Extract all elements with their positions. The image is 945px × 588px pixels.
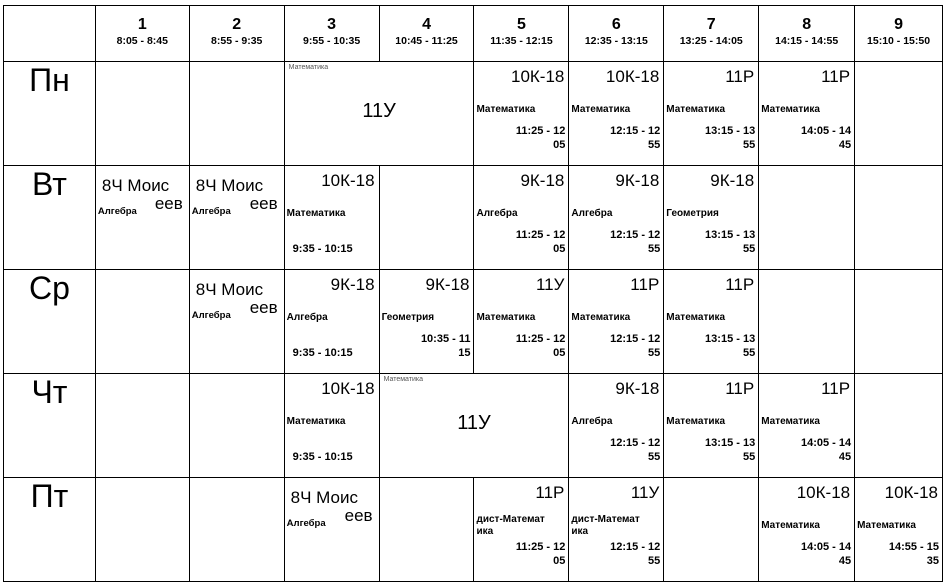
lesson-subject: Алгебра <box>191 310 231 321</box>
period-header-7 <box>664 6 759 62</box>
lesson-cell[interactable] <box>759 374 855 478</box>
lesson-time: 13:15 - 13 55 <box>705 333 756 359</box>
empty-cell <box>664 478 759 582</box>
lesson-class: 11Р <box>725 67 755 86</box>
lesson-class: 9К-18 <box>520 171 565 190</box>
day-row-tuesday <box>4 166 943 270</box>
period-header-3 <box>284 6 379 62</box>
day-label: Вт <box>4 166 96 270</box>
period-header-1 <box>95 6 189 62</box>
lesson-time: 11:25 - 12 05 <box>515 333 566 359</box>
empty-cell <box>855 166 943 270</box>
lesson-cell[interactable] <box>569 374 664 478</box>
lesson-cell-merged[interactable] <box>379 374 569 478</box>
lesson-class: 9К-18 <box>425 275 470 294</box>
lesson-class-suffix: еев <box>249 298 278 317</box>
period-time: 12:35 - 13:15 <box>584 35 648 47</box>
lesson-time: 12:15 - 12 55 <box>610 437 661 463</box>
lesson-class: 11Р <box>725 275 755 294</box>
lesson-cell[interactable] <box>569 166 664 270</box>
header-row <box>4 6 943 62</box>
lesson-class: 9К-18 <box>710 171 755 190</box>
lesson-class: 10К-18 <box>884 483 938 502</box>
day-label: Ср <box>4 270 96 374</box>
lesson-time: 13:15 - 13 55 <box>705 229 756 255</box>
period-number: 5 <box>516 16 526 33</box>
empty-cell <box>189 62 284 166</box>
period-header-9 <box>855 6 943 62</box>
lesson-subject: Математика <box>761 416 820 427</box>
lesson-time: 14:05 - 14 45 <box>800 125 852 151</box>
period-header-2 <box>189 6 284 62</box>
period-time: 15:10 - 15:50 <box>867 35 931 47</box>
lesson-subject: Математика <box>666 312 726 323</box>
lesson-class: 8Ч Моис <box>290 488 358 507</box>
lesson-class: 9К-18 <box>615 379 660 398</box>
lesson-cell[interactable] <box>855 478 943 582</box>
lesson-cell[interactable] <box>569 270 664 374</box>
lesson-class: 11У <box>535 275 565 294</box>
period-number: 3 <box>327 16 337 33</box>
lesson-subject: дист-Математ ика <box>476 514 545 537</box>
lesson-subject: Алгебра <box>476 208 518 219</box>
lesson-class: 8Ч Моис <box>195 176 264 195</box>
empty-cell <box>759 166 855 270</box>
timetable <box>3 5 943 582</box>
lesson-subject: Математика <box>571 312 631 323</box>
lesson-class: 8Ч Моис <box>101 176 170 195</box>
period-time: 11:35 - 12:15 <box>490 35 553 47</box>
lesson-time: 14:55 - 15 35 <box>888 541 939 567</box>
empty-cell <box>95 270 189 374</box>
lesson-cell[interactable] <box>284 166 379 270</box>
empty-cell <box>95 62 189 166</box>
lesson-subject: Математика <box>761 104 820 115</box>
lesson-subject: Геометрия <box>381 312 435 323</box>
lesson-subject: Алгебра <box>286 312 328 323</box>
lesson-subject: Геометрия <box>666 208 719 219</box>
lesson-time: 12:15 - 12 55 <box>610 125 661 151</box>
lesson-class: 11Р <box>725 379 755 398</box>
lesson-class: 8Ч Моис <box>195 280 264 299</box>
lesson-cell[interactable] <box>189 270 284 374</box>
period-header-5 <box>474 6 569 62</box>
lesson-class: 10К-18 <box>511 67 565 86</box>
lesson-subject: Математика <box>666 104 726 115</box>
lesson-cell[interactable] <box>759 478 855 582</box>
lesson-subject: Алгебра <box>571 416 613 427</box>
lesson-cell[interactable] <box>664 270 759 374</box>
lesson-cell[interactable] <box>379 270 474 374</box>
lesson-subject: Алгебра <box>286 518 326 529</box>
lesson-cell[interactable] <box>759 62 855 166</box>
lesson-class: 10К-18 <box>796 483 851 502</box>
lesson-subject: Математика <box>666 416 726 427</box>
lesson-cell[interactable] <box>664 62 759 166</box>
period-time: 8:55 - 9:35 <box>211 35 263 47</box>
lesson-subject: Математика <box>571 104 631 115</box>
lesson-class-suffix: еев <box>344 506 373 525</box>
lesson-cell[interactable] <box>474 166 569 270</box>
period-header-8 <box>759 6 855 62</box>
lesson-class: 11Р <box>821 67 851 86</box>
lesson-class-suffix: еев <box>249 194 278 213</box>
lesson-subject: Алгебра <box>191 206 231 217</box>
day-label: Пн <box>4 62 96 166</box>
lesson-cell[interactable] <box>664 166 759 270</box>
lesson-subject: Математика <box>288 64 329 71</box>
empty-cell <box>759 270 855 374</box>
empty-cell <box>855 270 943 374</box>
day-label: Пт <box>4 478 96 582</box>
lesson-cell[interactable] <box>189 166 284 270</box>
lesson-cell[interactable] <box>569 478 664 582</box>
period-header-6 <box>569 6 664 62</box>
lesson-class: 11Р <box>821 379 851 398</box>
lesson-subject: Математика <box>476 312 536 323</box>
period-number: 9 <box>894 16 903 33</box>
period-time: 10:45 - 11:25 <box>395 35 458 47</box>
lesson-time: 11:25 - 12 05 <box>515 541 566 567</box>
lesson-time: 9:35 - 10:15 <box>292 451 353 463</box>
corner-cell <box>4 6 96 62</box>
lesson-time: 12:15 - 12 55 <box>610 541 661 567</box>
lesson-subject: Алгебра <box>571 208 613 219</box>
empty-cell <box>95 478 189 582</box>
day-row-monday <box>4 62 943 166</box>
lesson-class: 11Р <box>630 275 660 294</box>
lesson-time: 12:15 - 12 55 <box>610 333 661 359</box>
lesson-subject: Математика <box>857 520 916 531</box>
lesson-subject: Математика <box>286 416 346 427</box>
lesson-class: 9К-18 <box>330 275 375 294</box>
lesson-class: 11У <box>630 483 660 502</box>
empty-cell <box>379 166 474 270</box>
lesson-cell[interactable] <box>664 374 759 478</box>
lesson-time: 9:35 - 10:15 <box>292 243 353 255</box>
period-number: 7 <box>706 16 716 33</box>
lesson-time: 10:35 - 11 15 <box>420 333 471 359</box>
day-row-wednesday <box>4 270 943 374</box>
lesson-class: 11У <box>457 412 491 434</box>
lesson-cell-merged[interactable] <box>284 62 474 166</box>
lesson-class: 10К-18 <box>321 171 375 190</box>
lesson-cell[interactable] <box>474 478 569 582</box>
lesson-class: 11У <box>362 100 396 122</box>
lesson-class: 9К-18 <box>615 171 660 190</box>
lesson-cell[interactable] <box>474 62 569 166</box>
day-row-friday <box>4 478 943 582</box>
lesson-cell[interactable] <box>474 270 569 374</box>
lesson-class: 10К-18 <box>605 67 660 86</box>
lesson-class-suffix: еев <box>154 194 183 213</box>
lesson-subject: Алгебра <box>97 206 137 217</box>
lesson-cell[interactable] <box>284 374 379 478</box>
lesson-time: 12:15 - 12 55 <box>610 229 661 255</box>
empty-cell <box>95 374 189 478</box>
day-label: Чт <box>4 374 96 478</box>
lesson-subject: Математика <box>476 104 536 115</box>
lesson-subject: дист-Математ ика <box>571 514 640 537</box>
day-row-thursday <box>4 374 943 478</box>
lesson-cell[interactable] <box>284 270 379 374</box>
lesson-time: 14:05 - 14 45 <box>800 437 852 463</box>
empty-cell <box>855 62 943 166</box>
period-number: 6 <box>611 16 621 33</box>
period-time: 13:25 - 14:05 <box>679 35 743 47</box>
lesson-subject: Математика <box>286 208 346 219</box>
lesson-time: 14:05 - 14 45 <box>800 541 852 567</box>
lesson-class: 10К-18 <box>321 379 375 398</box>
lesson-cell[interactable] <box>569 62 664 166</box>
empty-cell <box>379 478 474 582</box>
lesson-subject: Математика <box>761 520 820 531</box>
period-number: 8 <box>802 16 812 33</box>
empty-cell <box>189 478 284 582</box>
lesson-class: 11Р <box>535 483 565 502</box>
lesson-time: 11:25 - 12 05 <box>515 229 566 255</box>
period-time: 8:05 - 8:45 <box>116 35 168 47</box>
period-time: 9:55 - 10:35 <box>303 35 361 47</box>
lesson-time: 9:35 - 10:15 <box>292 347 353 359</box>
period-number: 1 <box>137 16 147 33</box>
lesson-time: 11:25 - 12 05 <box>515 125 566 151</box>
period-header-4 <box>379 6 474 62</box>
period-time: 14:15 - 14:55 <box>775 35 839 47</box>
period-number: 2 <box>232 16 242 33</box>
period-number: 4 <box>422 16 431 33</box>
lesson-cell[interactable] <box>284 478 379 582</box>
lesson-time: 13:15 - 13 55 <box>705 437 756 463</box>
lesson-cell[interactable] <box>95 166 189 270</box>
lesson-time: 13:15 - 13 55 <box>705 125 756 151</box>
lesson-subject: Математика <box>383 376 424 383</box>
empty-cell <box>189 374 284 478</box>
empty-cell <box>855 374 943 478</box>
